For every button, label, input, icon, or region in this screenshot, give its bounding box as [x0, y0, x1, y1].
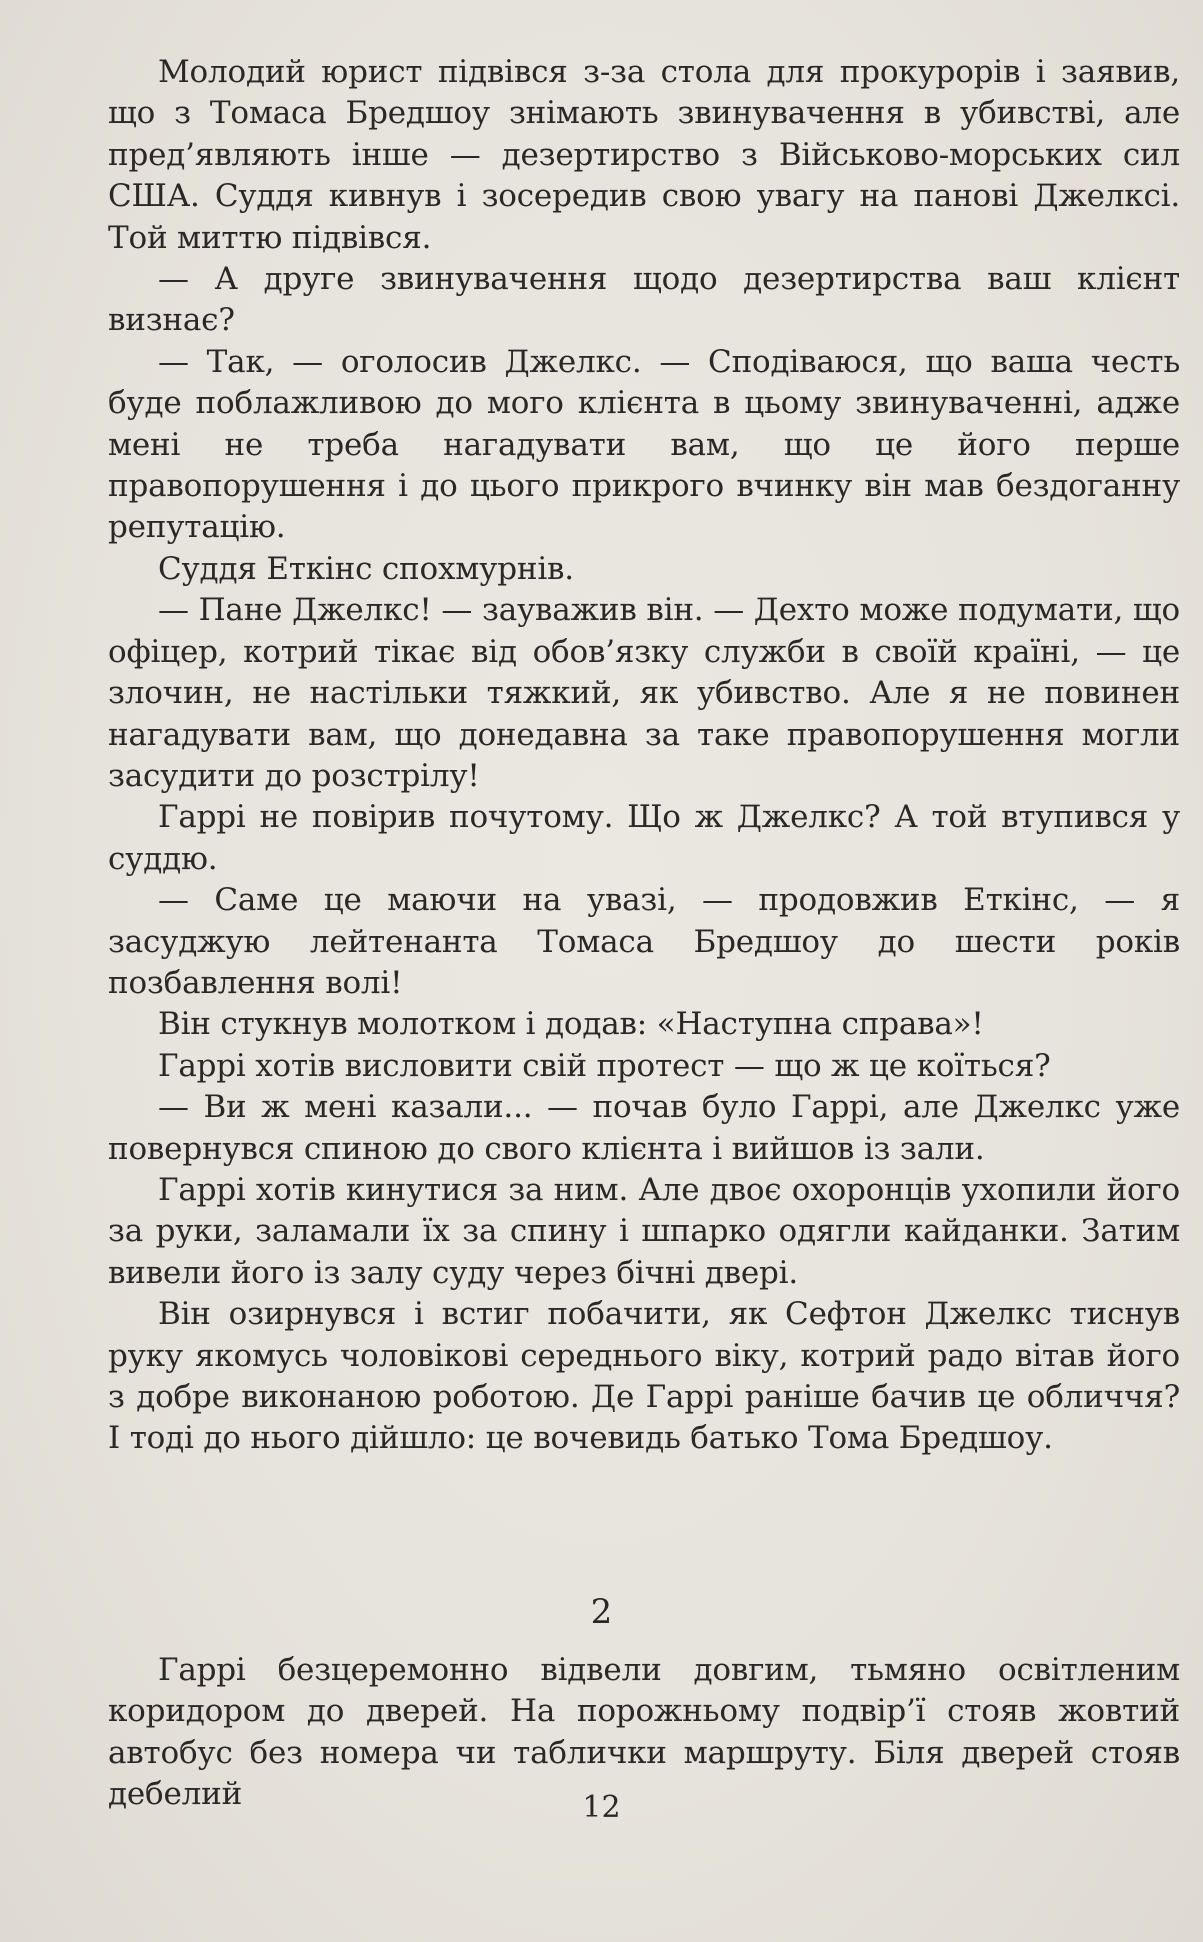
- paragraph: — Ви ж мені казали... — почав було Гаррі, але Джелкс уже повернувся спиною до свого клієнта і вийшов із зали.: [108, 1089, 1180, 1167]
- paragraph: — Пане Джелкс! — зауважив він. — Дехто може подумати, що офіцер, котрий тікає від обов’язку служби в своїй країні, — це злочин, не настільки тяжкий, як убивство. Але я не повинен нагадувати вам, що донедавна за таке правопорушення могли засудити до розстрілу!: [108, 592, 1180, 794]
- paragraph: Він озирнувся і встиг побачити, як Сефтон Джелкс тиснув руку якомусь чоловікові середнього віку, котрий радо вітав його з добре виконаною роботою. Де Гаррі раніше бачив це обличчя? І тоді до нього дійшло: це вочевидь батько Тома Бредшоу.: [108, 1296, 1180, 1457]
- paragraph: Суддя Еткінс спохмурнів.: [158, 550, 574, 587]
- paragraph: — Саме це маючи на увазі, — продовжив Еткінс, — я засуджую лейтенанта Томаса Бредшоу до шести років позбавлення волі!: [108, 882, 1180, 1001]
- paragraph: Гаррі хотів кинутися за ним. Але двоє охоронців ухопили його за руки, заламали їх за спину і шпарко одягли кайданки. Затим вивели його із залу суду через бічні двері.: [108, 1171, 1180, 1291]
- paragraph: Гаррі не повірив почутому. Що ж Джелкс? А той втупився у суддю.: [108, 799, 1180, 877]
- chapter-number: 2: [590, 1592, 613, 1632]
- body-text: [108, 52, 1180, 1460]
- paragraph: — А друге звинувачення щодо дезертирства ваш клієнт визнає?: [108, 261, 1180, 339]
- paragraph: Гаррі хотів висловити свій протест — що ж це коїться?: [158, 1047, 1051, 1084]
- paragraph: Молодий юрист підвівся з-за стола для прокурорів і заявив, що з Томаса Бредшоу знімають звинувачення в убивстві, але пред’являють інше — дезертирство з Військово-морських сил США. Суддя кивнув і зосередив свою увагу на панові Джелксі. Той миттю підвівся.: [108, 54, 1180, 256]
- paragraph: Він стукнув молотком і додав: «Наступна справа»!: [158, 1006, 984, 1043]
- paragraph: Гаррі безцеремонно відвели довгим, тьмяно освітленим коридором до дверей. На порожньому подвір’ї стояв жовтий автобус без номера чи таблички маршруту. Біля дверей стояв дебелий: [108, 1652, 1180, 1813]
- paragraph: — Так, — оголосив Джелкс. — Сподіваюся, що ваша честь буде поблажливою до мого клієнта в цьому звинуваченні, адже мені не треба нагадувати вам, що це його перше правопорушення і до цього прикрого вчинку він мав бездоганну репутацію.: [108, 343, 1180, 546]
- page-number: 12: [582, 1790, 621, 1825]
